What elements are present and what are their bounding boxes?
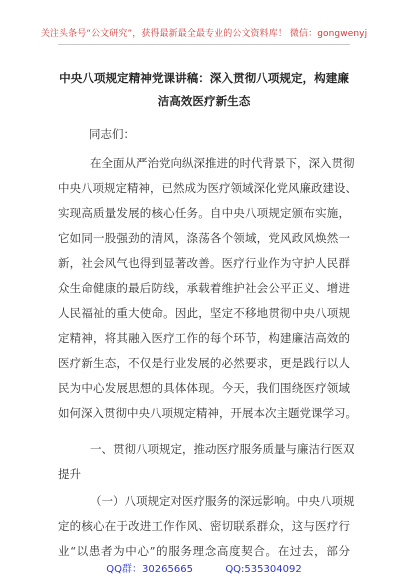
body-line: 定精神，将其融入医疗工作的每个环节，构建廉洁高效的 <box>58 331 350 345</box>
body-line: （一）八项规定对医疗服务的深远影响。中央八项规 <box>90 494 355 508</box>
qq-group-number: QQ群：30265665 <box>106 564 193 575</box>
qq-number: QQ:535304092 <box>225 564 302 575</box>
body-line: 在全面从严治党向纵深推进的时代背景下，深入贯彻 <box>90 156 355 170</box>
banner-divider <box>58 44 350 45</box>
body-line: 如何深入贯彻中央八项规定精神，开展本次主题党课学习。 <box>58 406 357 420</box>
body-line: 它如同一股强劲的清风，涤荡各个领域，党风政风焕然一 <box>58 231 350 245</box>
body-line: 实现高质量发展的核心任务。自中央八项规定颁布实施， <box>58 206 350 220</box>
contact-footer <box>0 560 408 575</box>
body-line: 人民福祉的重大使命。因此，坚定不移地贯彻中央八项规 <box>58 306 350 320</box>
body-line: 定的核心在于改进工作作风、密切联系群众，这与医疗行 <box>58 519 350 533</box>
body-line: 医疗新生态，不仅是行业发展的必然要求，更是践行以人 <box>58 356 350 370</box>
body-line: 中央八项规定精神，已然成为医疗领域深化党风廉政建设、 <box>58 181 357 195</box>
promo-banner: 关注头条号“公文研究”，获得最新最全最专业的公文资料库！ 微信：gongwenyj <box>40 29 368 39</box>
section-heading-line: 一、贯彻八项规定，推动医疗服务质量与廉洁行医双 <box>90 442 355 456</box>
document-title-line-1: 中央八项规定精神党课讲稿：深入贯彻八项规定，构建廉 <box>59 71 349 85</box>
salutation: 同志们： <box>89 127 135 141</box>
body-line: 众生命健康的最后防线，承载着维护社会公平正义、增进 <box>58 281 350 295</box>
section-heading-line: 提升 <box>58 467 81 481</box>
body-line: 民为中心发展思想的具体体现。今天，我们围绕医疗领域 <box>58 381 350 395</box>
document-title-line-2: 洁高效医疗新生态 <box>157 94 251 108</box>
body-line: 业“以患者为中心”的服务理念高度契合。在过去，部分 <box>58 544 350 558</box>
body-line: 新，社会风气也得到显著改善。医疗行业作为守护人民群 <box>58 256 350 270</box>
